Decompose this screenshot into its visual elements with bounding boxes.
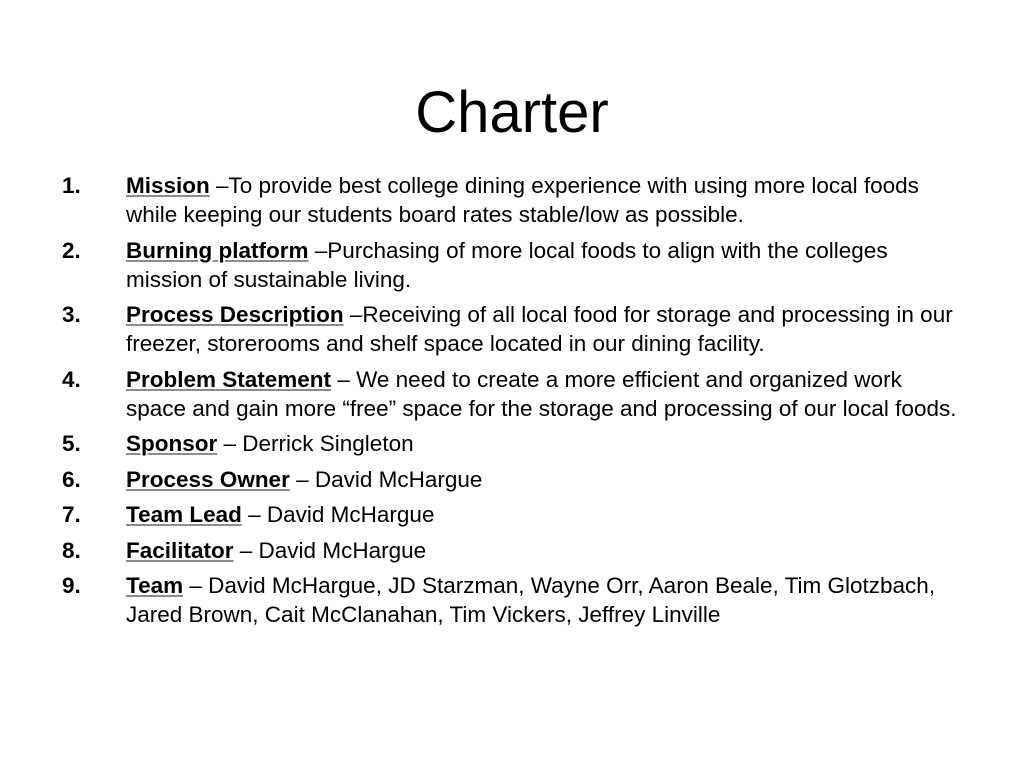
item-number: 9.: [62, 573, 81, 598]
item-term: Problem Statement: [126, 366, 332, 392]
list-item-burning-platform: [62, 236, 962, 294]
item-text: – David McHargue: [241, 502, 435, 527]
list-item-team: [62, 571, 962, 629]
list-item-process-description: [62, 300, 962, 358]
item-text: –Receiving of all local food for storage and processing in our freezer, storerooms and shelf space located in our dining facility.: [126, 302, 953, 356]
item-number: 8.: [62, 537, 81, 563]
item-number: 4.: [62, 366, 81, 392]
item-term: Sponsor: [126, 431, 218, 456]
item-number: 3.: [62, 302, 81, 327]
item-text: – David McHargue, JD Starzman, Wayne Orr, Aaron Beale, Tim Glotzbach, Jared Brown, Cait McClanahan, Tim Vickers, Jeffrey Linville: [126, 573, 936, 627]
item-term: Process Owner: [126, 466, 290, 492]
list-item-process-owner: [62, 465, 962, 494]
charter-list: [62, 171, 962, 636]
list-item-facilitator: [62, 536, 962, 565]
slide-title: Charter: [415, 80, 609, 145]
list-item-sponsor: [62, 429, 962, 458]
item-term: Burning platform: [126, 237, 309, 263]
item-text: – Derrick Singleton: [217, 431, 414, 456]
item-term: Process Description: [126, 302, 344, 327]
list-item-team-lead: [62, 500, 962, 529]
list-item-problem-statement: [62, 365, 962, 423]
item-text: – David McHargue: [233, 537, 427, 563]
item-text: –Purchasing of more local foods to align with the colleges mission of sustainable living.: [126, 237, 888, 292]
item-text: – David McHargue: [289, 466, 483, 492]
item-number: 7.: [62, 502, 81, 527]
item-term: Facilitator: [126, 537, 234, 563]
item-number: 6.: [62, 466, 81, 492]
item-term: Team: [126, 573, 184, 598]
item-text: –To provide best college dining experience with using more local foods while keeping our students board rates stable/low as possible.: [126, 173, 919, 227]
item-term: Mission: [126, 173, 210, 198]
item-number: 2.: [62, 237, 81, 263]
list-item-mission: [62, 171, 962, 229]
item-number: 1.: [62, 173, 81, 198]
item-term: Team Lead: [126, 502, 242, 527]
item-text: – We need to create a more efficient and organized work space and gain more “free” space for the storage and processing of our local foods.: [126, 366, 957, 421]
item-number: 5.: [62, 431, 81, 456]
